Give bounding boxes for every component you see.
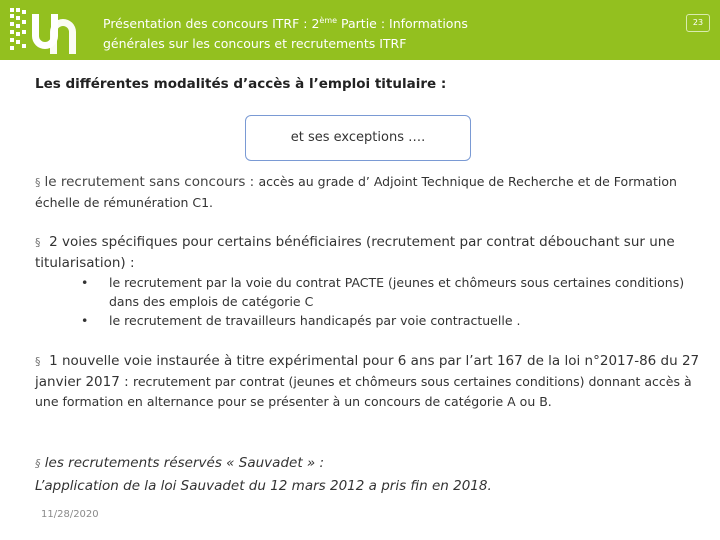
university-logo-icon	[8, 6, 78, 56]
bullet-sauvadet	[35, 452, 705, 497]
bullet2-text-row	[35, 232, 705, 273]
bullet-recrutement-sans-concours	[35, 172, 705, 213]
bullet4-line1: les recrutements réservés « Sauvadet » :	[44, 455, 325, 471]
bullet1-rest: accès au grade d’ Adjoint Technique de Recherche et de Formation échelle de rémunération C1.	[35, 174, 677, 210]
square-bullet-icon: §	[35, 176, 41, 189]
subitem-text: le recrutement par la voie du contrat PACTE (jeunes et chômeurs sous certaines conditions) dans des emplois de catégorie C	[109, 275, 685, 309]
footer-date: 11/28/2020	[41, 509, 99, 520]
dot-bullet-icon: •	[81, 313, 89, 328]
list-item	[81, 311, 705, 330]
page-number: 23	[686, 14, 710, 32]
bullet2-text: 2 voies spécifiques pour certains bénéficiaires (recrutement par contrat débouchant sur une titularisation) :	[35, 234, 675, 271]
header-title-part1: Présentation des concours ITRF : 2	[103, 16, 320, 32]
list-item	[81, 273, 705, 311]
bullet4-line2: L’application de la loi Sauvadet du 12 mars 2012 a pris fin en 2018.	[35, 478, 492, 494]
dot-bullet-icon: •	[81, 275, 89, 290]
page-title: Les différentes modalités d’accès à l’emploi titulaire :	[35, 76, 447, 92]
subitem-text: le recrutement de travailleurs handicapés par voie contractuelle .	[109, 313, 521, 328]
bullet3-lead: 1 nouvelle voie instaurée à titre expérimental pour 6 ans par l’art 167 de la loi n°2017-86 du 27 janvier 2017 :	[35, 353, 700, 390]
square-bullet-icon: §	[35, 236, 41, 249]
square-bullet-icon: §	[35, 355, 41, 368]
header-title-sup: ème	[319, 16, 338, 25]
bullet4-line1-row	[35, 452, 705, 475]
header-title	[103, 11, 533, 54]
exceptions-box: et ses exceptions ….	[245, 115, 471, 161]
bullet-nouvelle-voie	[35, 351, 705, 412]
square-bullet-icon: §	[35, 457, 41, 470]
header-title-part2: Partie : Informations générales sur les concours et recrutements ITRF	[103, 16, 468, 52]
header-bar	[0, 0, 720, 60]
bullet3-rest: recrutement par contrat (jeunes et chômeurs sous certaines conditions) donnant accès à une formation en alternance pour se présenter à un concours de catégorie A ou B.	[35, 374, 692, 409]
bullet2-subitems	[81, 273, 705, 330]
bullet1-lead: le recrutement sans concours :	[44, 174, 259, 190]
bullet-voies-specifiques	[35, 232, 705, 330]
